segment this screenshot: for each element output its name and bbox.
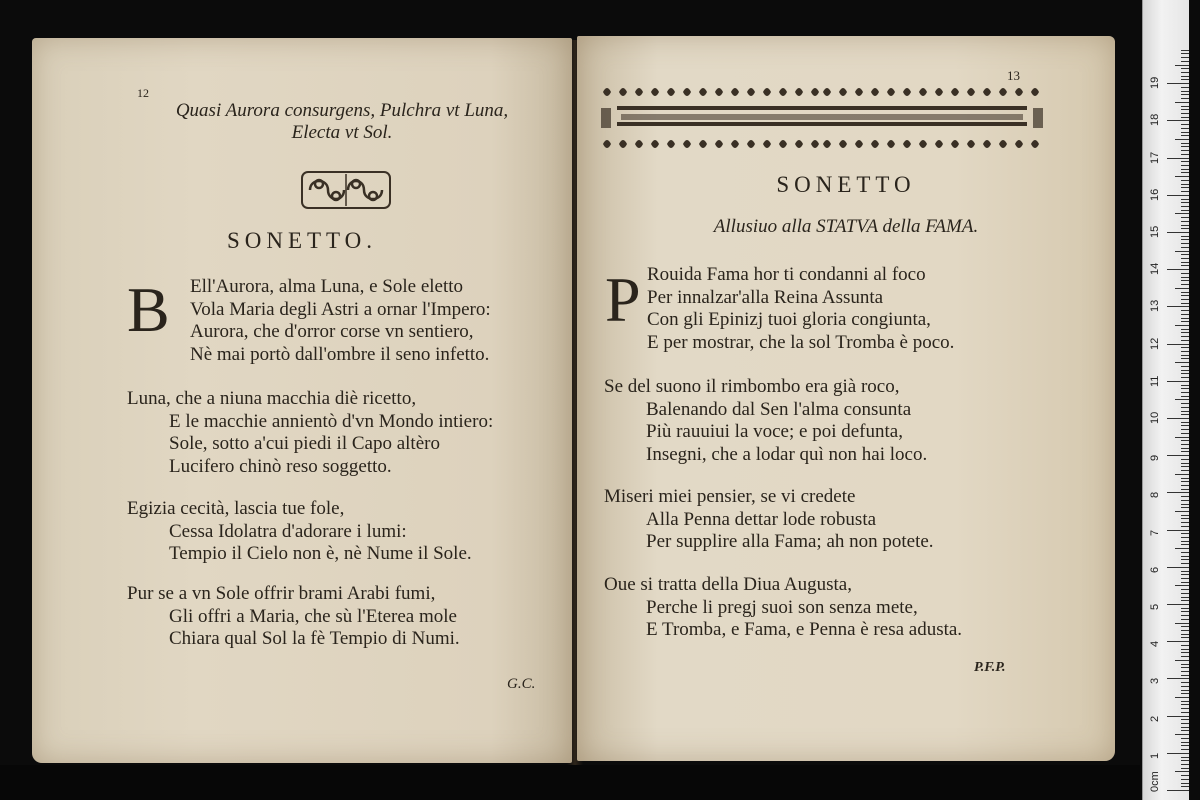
ruler-tick [1181,775,1189,776]
ruler-tick [1181,87,1189,88]
ruler-tick [1181,210,1189,211]
ruler-tick [1181,786,1189,787]
ruler-tick [1181,236,1189,237]
ruler-tick [1181,611,1189,612]
ruler-tick [1181,132,1189,133]
ruler-tick [1167,83,1189,84]
ruler-tick [1181,113,1189,114]
ruler-tick [1175,325,1189,326]
ruler-tick [1181,318,1189,319]
ruler-tick [1167,753,1189,754]
verse-line: Aurora, che d'orror corse vn sentiero, [190,321,474,342]
ruler-tick [1181,117,1189,118]
motto [142,100,542,144]
ruler-tick [1181,645,1189,646]
ruler-tick [1181,463,1189,464]
ruler-tick [1181,76,1189,77]
ruler-tick [1181,284,1189,285]
ruler-tick [1167,381,1189,382]
ruler-tick [1181,154,1189,155]
verse-line: Se del suono il rimbombo era già roco, [604,376,900,397]
ruler-tick [1181,396,1189,397]
ruler-tick [1167,158,1189,159]
ruler-tick [1175,474,1189,475]
motto-line: Electa vt Sol. [291,122,393,143]
ruler-tick [1181,742,1189,743]
ruler-tick [1181,199,1189,200]
left-signature: G.C. [507,676,536,692]
ruler-label: 8 [1149,492,1161,499]
ruler-tick [1175,176,1189,177]
ruler-tick [1181,541,1189,542]
ruler-tick [1167,455,1189,456]
verse-line: Alla Penna dettar lode robusta [646,508,877,530]
verse-line: Sole, sotto a'cui piedi il Capo altèro [169,433,440,454]
ruler-tick [1181,448,1189,449]
ruler-tick [1181,329,1189,330]
verse-line: Pur se a vn Sole offrir brami Arabi fumi, [127,583,436,604]
ruler-tick [1181,593,1189,594]
ruler-tick [1181,265,1189,266]
left-dropcap: B [127,274,170,345]
ruler-tick [1181,675,1189,676]
ruler-tick [1181,489,1189,490]
ruler-tick [1181,273,1189,274]
ruler-tick [1181,779,1189,780]
ruler-label: 11 [1149,375,1161,387]
ruler-tick [1181,649,1189,650]
ruler-tick [1181,53,1189,54]
ruler-tick [1181,686,1189,687]
ruler-tick [1181,392,1189,393]
ruler-tick [1181,310,1189,311]
ruler-tick [1181,615,1189,616]
ruler-label: 17 [1149,151,1161,164]
ruler-tick [1181,470,1189,471]
table-shadow [0,765,1140,800]
verse-line: Nè mai portò dall'ombre il seno infetto. [190,343,490,365]
ruler-tick [1181,712,1189,713]
ruler-tick [1181,243,1189,244]
ruler-tick [1181,589,1189,590]
ruler-tick [1181,407,1189,408]
ruler-tick [1181,760,1189,761]
ruler-tick [1181,515,1189,516]
ruler-tick [1175,623,1189,624]
ruler-tick [1181,61,1189,62]
ruler-tick [1167,232,1189,233]
ruler-tick [1181,299,1189,300]
measuring-ruler [1142,0,1189,800]
ruler-tick [1181,723,1189,724]
ruler-tick [1181,425,1189,426]
ruler-tick [1181,533,1189,534]
ruler-tick [1181,277,1189,278]
left-page [32,38,572,763]
ruler-tick [1181,745,1189,746]
right-heading: SONETTO [776,172,916,197]
ruler-tick [1181,701,1189,702]
ruler-tick [1181,411,1189,412]
ruler-tick [1181,522,1189,523]
ruler-tick [1181,191,1189,192]
left-stanza-1 [190,276,491,366]
ruler-tick [1181,451,1189,452]
right-signature: P.F.P. [974,660,1006,675]
ruler-tick [1181,202,1189,203]
ruler-tick [1181,608,1189,609]
ruler-tick [1181,128,1189,129]
ruler-label: 3 [1149,678,1161,685]
left-stanza-4 [127,583,460,651]
ruler-tick [1181,184,1189,185]
ruler-tick [1181,578,1189,579]
right-dropcap: P [605,264,641,335]
ruler-tick [1181,303,1189,304]
ruler-label: 12 [1149,337,1161,350]
left-heading: SONETTO. [226,228,378,253]
verse-line: Vola Maria degli Astri a ornar l'Impero: [190,298,491,320]
ruler-tick [1181,556,1189,557]
ruler-label: 6 [1149,566,1161,573]
ruler-label: 10 [1149,411,1161,424]
ruler-tick [1181,180,1189,181]
ruler-tick [1181,537,1189,538]
right-stanza-1 [647,264,954,354]
ruler-tick [1181,321,1189,322]
ruler-tick [1175,660,1189,661]
ruler-label: 16 [1149,188,1161,201]
verse-line: Egizia cecità, lascia tue fole, [127,498,345,519]
ruler-tick [1167,678,1189,679]
ruler-tick [1181,690,1189,691]
verse-line: Con gli Epinizj tuoi gloria congiunta, [647,309,931,330]
ruler-tick [1181,634,1189,635]
verse-line: Tempio il Cielo non è, nè Nume il Sole. [169,543,472,564]
ruler-label: 7 [1149,529,1161,536]
ruler-tick [1181,652,1189,653]
ruler-tick [1181,225,1189,226]
ruler-tick [1181,518,1189,519]
verse-line: Miseri miei pensier, se vi credete [604,486,856,507]
ruler-label: 4 [1149,641,1161,648]
verse-line: Per supplire alla Fama; ah non potete. [646,531,934,552]
ruler-tick [1181,135,1189,136]
ruler-tick [1181,351,1189,352]
ruler-tick [1175,437,1189,438]
ruler-tick [1181,704,1189,705]
ruler-tick [1181,507,1189,508]
ruler-tick [1181,768,1189,769]
ruler-tick [1181,314,1189,315]
verse-line: Luna, che a niuna macchia diè ricetto, [127,388,417,409]
ruler-tick [1167,269,1189,270]
ruler-tick [1181,385,1189,386]
ruler-tick [1181,466,1189,467]
ruler-tick [1181,146,1189,147]
ruler-tick [1175,697,1189,698]
ruler-tick [1175,548,1189,549]
ruler-tick [1181,228,1189,229]
ruler-tick [1181,355,1189,356]
motto-line: Quasi Aurora consurgens, Pulchra vt Luna, [175,100,509,121]
ruler-tick [1175,251,1189,252]
ruler-tick [1181,504,1189,505]
ruler-tick [1181,254,1189,255]
right-stanza-3 [604,486,934,554]
ruler-tick [1181,217,1189,218]
ruler-label: 18 [1149,114,1161,127]
ruler-label: 1 [1149,752,1161,759]
ruler-tick [1175,399,1189,400]
ruler-tick [1167,492,1189,493]
ruler-tick [1175,288,1189,289]
ruler-tick [1181,478,1189,479]
ruler-tick [1181,370,1189,371]
ruler-tick [1181,708,1189,709]
ruler-tick [1175,65,1189,66]
ruler-tick [1175,771,1189,772]
right-page [577,36,1115,761]
ruler-tick [1181,258,1189,259]
verse-line: Rouida Fama hor ti condanni al foco [647,264,926,285]
ruler-tick [1167,120,1189,121]
verse-line: E le macchie annientò d'vn Mondo intiero: [169,410,494,432]
ruler-tick [1181,667,1189,668]
ruler-tick [1181,169,1189,170]
ruler-tick [1181,340,1189,341]
ruler-tick [1181,414,1189,415]
ruler-label: 15 [1149,225,1161,238]
headpiece-ornament-icon [597,84,1047,154]
ruler-tick [1181,332,1189,333]
ruler-tick [1175,102,1189,103]
verse-line: Più rauuiui la voce; e poi defunta, [646,421,903,442]
ruler-tick [1181,552,1189,553]
verse-line: Lucifero chinò reso soggetto. [169,455,392,477]
verse-line: E per mostrar, che la sol Tromba è poco. [647,331,955,353]
ruler-tick [1175,213,1189,214]
ruler-tick [1181,496,1189,497]
verse-line: E Tromba, e Fama, e Penna è resa adusta. [646,619,963,640]
ruler-tick [1181,91,1189,92]
ruler-tick [1181,656,1189,657]
ruler-tick [1181,262,1189,263]
ruler-tick [1181,68,1189,69]
ruler-tick [1167,567,1189,568]
ruler-tick [1181,630,1189,631]
ruler-tick [1167,641,1189,642]
ruler-tick [1181,94,1189,95]
verse-line: Chiara qual Sol la fè Tempio di Numi. [169,628,460,649]
ruler-tick [1181,109,1189,110]
ruler-tick [1181,347,1189,348]
ruler-tick [1181,433,1189,434]
ruler-tick [1181,563,1189,564]
verse-line: Perche li pregj suoi son senza mete, [646,596,918,618]
ruler-tick [1181,671,1189,672]
ruler-tick [1175,362,1189,363]
ruler-tick [1167,306,1189,307]
ruler-tick [1181,221,1189,222]
ruler-tick [1181,749,1189,750]
ruler-tick [1181,559,1189,560]
ruler-tick [1181,403,1189,404]
ruler-tick [1181,150,1189,151]
ruler-tick [1181,485,1189,486]
ruler-tick [1181,143,1189,144]
ruler-label: 14 [1149,262,1161,276]
left-page-number: 12 [137,86,149,100]
book-spread [22,30,1122,765]
ruler-tick [1181,106,1189,107]
ruler-tick [1181,161,1189,162]
ruler-tick [1181,544,1189,545]
ruler-tick [1181,358,1189,359]
ruler-tick [1181,50,1189,51]
ruler-tick [1181,526,1189,527]
ruler-tick [1181,373,1189,374]
ruler-tick [1181,440,1189,441]
ruler-tick [1167,790,1189,791]
ruler-tick [1181,574,1189,575]
ruler-tick [1181,719,1189,720]
ruler-tick [1181,764,1189,765]
verse-line: Cessa Idolatra d'adorare i lumi: [169,520,407,542]
verse-line: Gli offri a Maria, che sù l'Eterea mole [169,605,457,627]
ruler-tick [1181,600,1189,601]
ruler-tick [1181,422,1189,423]
right-page-number: 13 [1007,68,1020,83]
verse-line: Insegni, che a lodar quì non hai loco. [646,443,928,465]
ruler-tick [1181,444,1189,445]
ruler-tick [1181,481,1189,482]
ruler-tick [1167,716,1189,717]
verse-line: Balenando dal Sen l'alma consunta [646,398,912,420]
ruler-tick [1181,783,1189,784]
ruler-tick [1181,280,1189,281]
ruler-tick [1175,511,1189,512]
ruler-tick [1181,582,1189,583]
ruler-tick [1181,292,1189,293]
ruler-tick [1167,344,1189,345]
right-subtitle: Allusiuo alla STATVA della FAMA. [713,216,979,237]
right-stanza-2 [604,376,927,466]
ruler-tick [1181,336,1189,337]
ruler-label: 19 [1149,76,1161,90]
ruler-tick [1181,459,1189,460]
ruler-tick [1181,72,1189,73]
ruler-tick [1167,604,1189,605]
ruler-tick [1181,377,1189,378]
ruler-tick [1181,165,1189,166]
ruler-label: 2 [1149,715,1161,722]
ruler-tick [1181,247,1189,248]
ruler-tick [1181,730,1189,731]
ruler-label: 0cm [1149,771,1161,792]
ruler-tick [1181,597,1189,598]
ruler-tick [1181,682,1189,683]
ruler-tick [1175,734,1189,735]
ruler-label: 13 [1149,300,1161,313]
left-stanza-3 [127,498,472,566]
ruler-tick [1181,500,1189,501]
ruler-tick [1181,239,1189,240]
ruler-tick [1181,571,1189,572]
ruler-tick [1167,418,1189,419]
ruler-tick [1181,187,1189,188]
right-stanza-4 [604,574,962,642]
ruler-tick [1181,664,1189,665]
ruler-label: 5 [1149,603,1161,610]
ruler-tick [1167,195,1189,196]
verse-line: Ell'Aurora, alma Luna, e Sole eletto [190,276,464,297]
ruler-tick [1181,727,1189,728]
ruler-tick [1181,388,1189,389]
ruler-tick [1181,79,1189,80]
verse-line: Oue si tratta della Diua Augusta, [604,574,852,595]
verse-line: Per innalzar'alla Reina Assunta [647,286,884,308]
ruler-tick [1181,738,1189,739]
ruler-tick [1181,366,1189,367]
ornament-icon [300,168,392,212]
ruler-tick [1181,429,1189,430]
ruler-tick [1181,619,1189,620]
ruler-tick [1175,139,1189,140]
ruler-tick [1181,172,1189,173]
ruler-tick [1181,295,1189,296]
ruler-tick [1181,757,1189,758]
ruler-tick [1181,626,1189,627]
ruler-tick [1181,98,1189,99]
ruler-label: 9 [1149,455,1161,462]
left-stanza-2 [127,388,493,478]
ruler-tick [1181,637,1189,638]
ruler-tick [1175,585,1189,586]
ruler-tick [1181,124,1189,125]
ruler-tick [1181,693,1189,694]
ruler-tick [1181,206,1189,207]
ruler-tick [1181,57,1189,58]
ruler-tick [1167,530,1189,531]
